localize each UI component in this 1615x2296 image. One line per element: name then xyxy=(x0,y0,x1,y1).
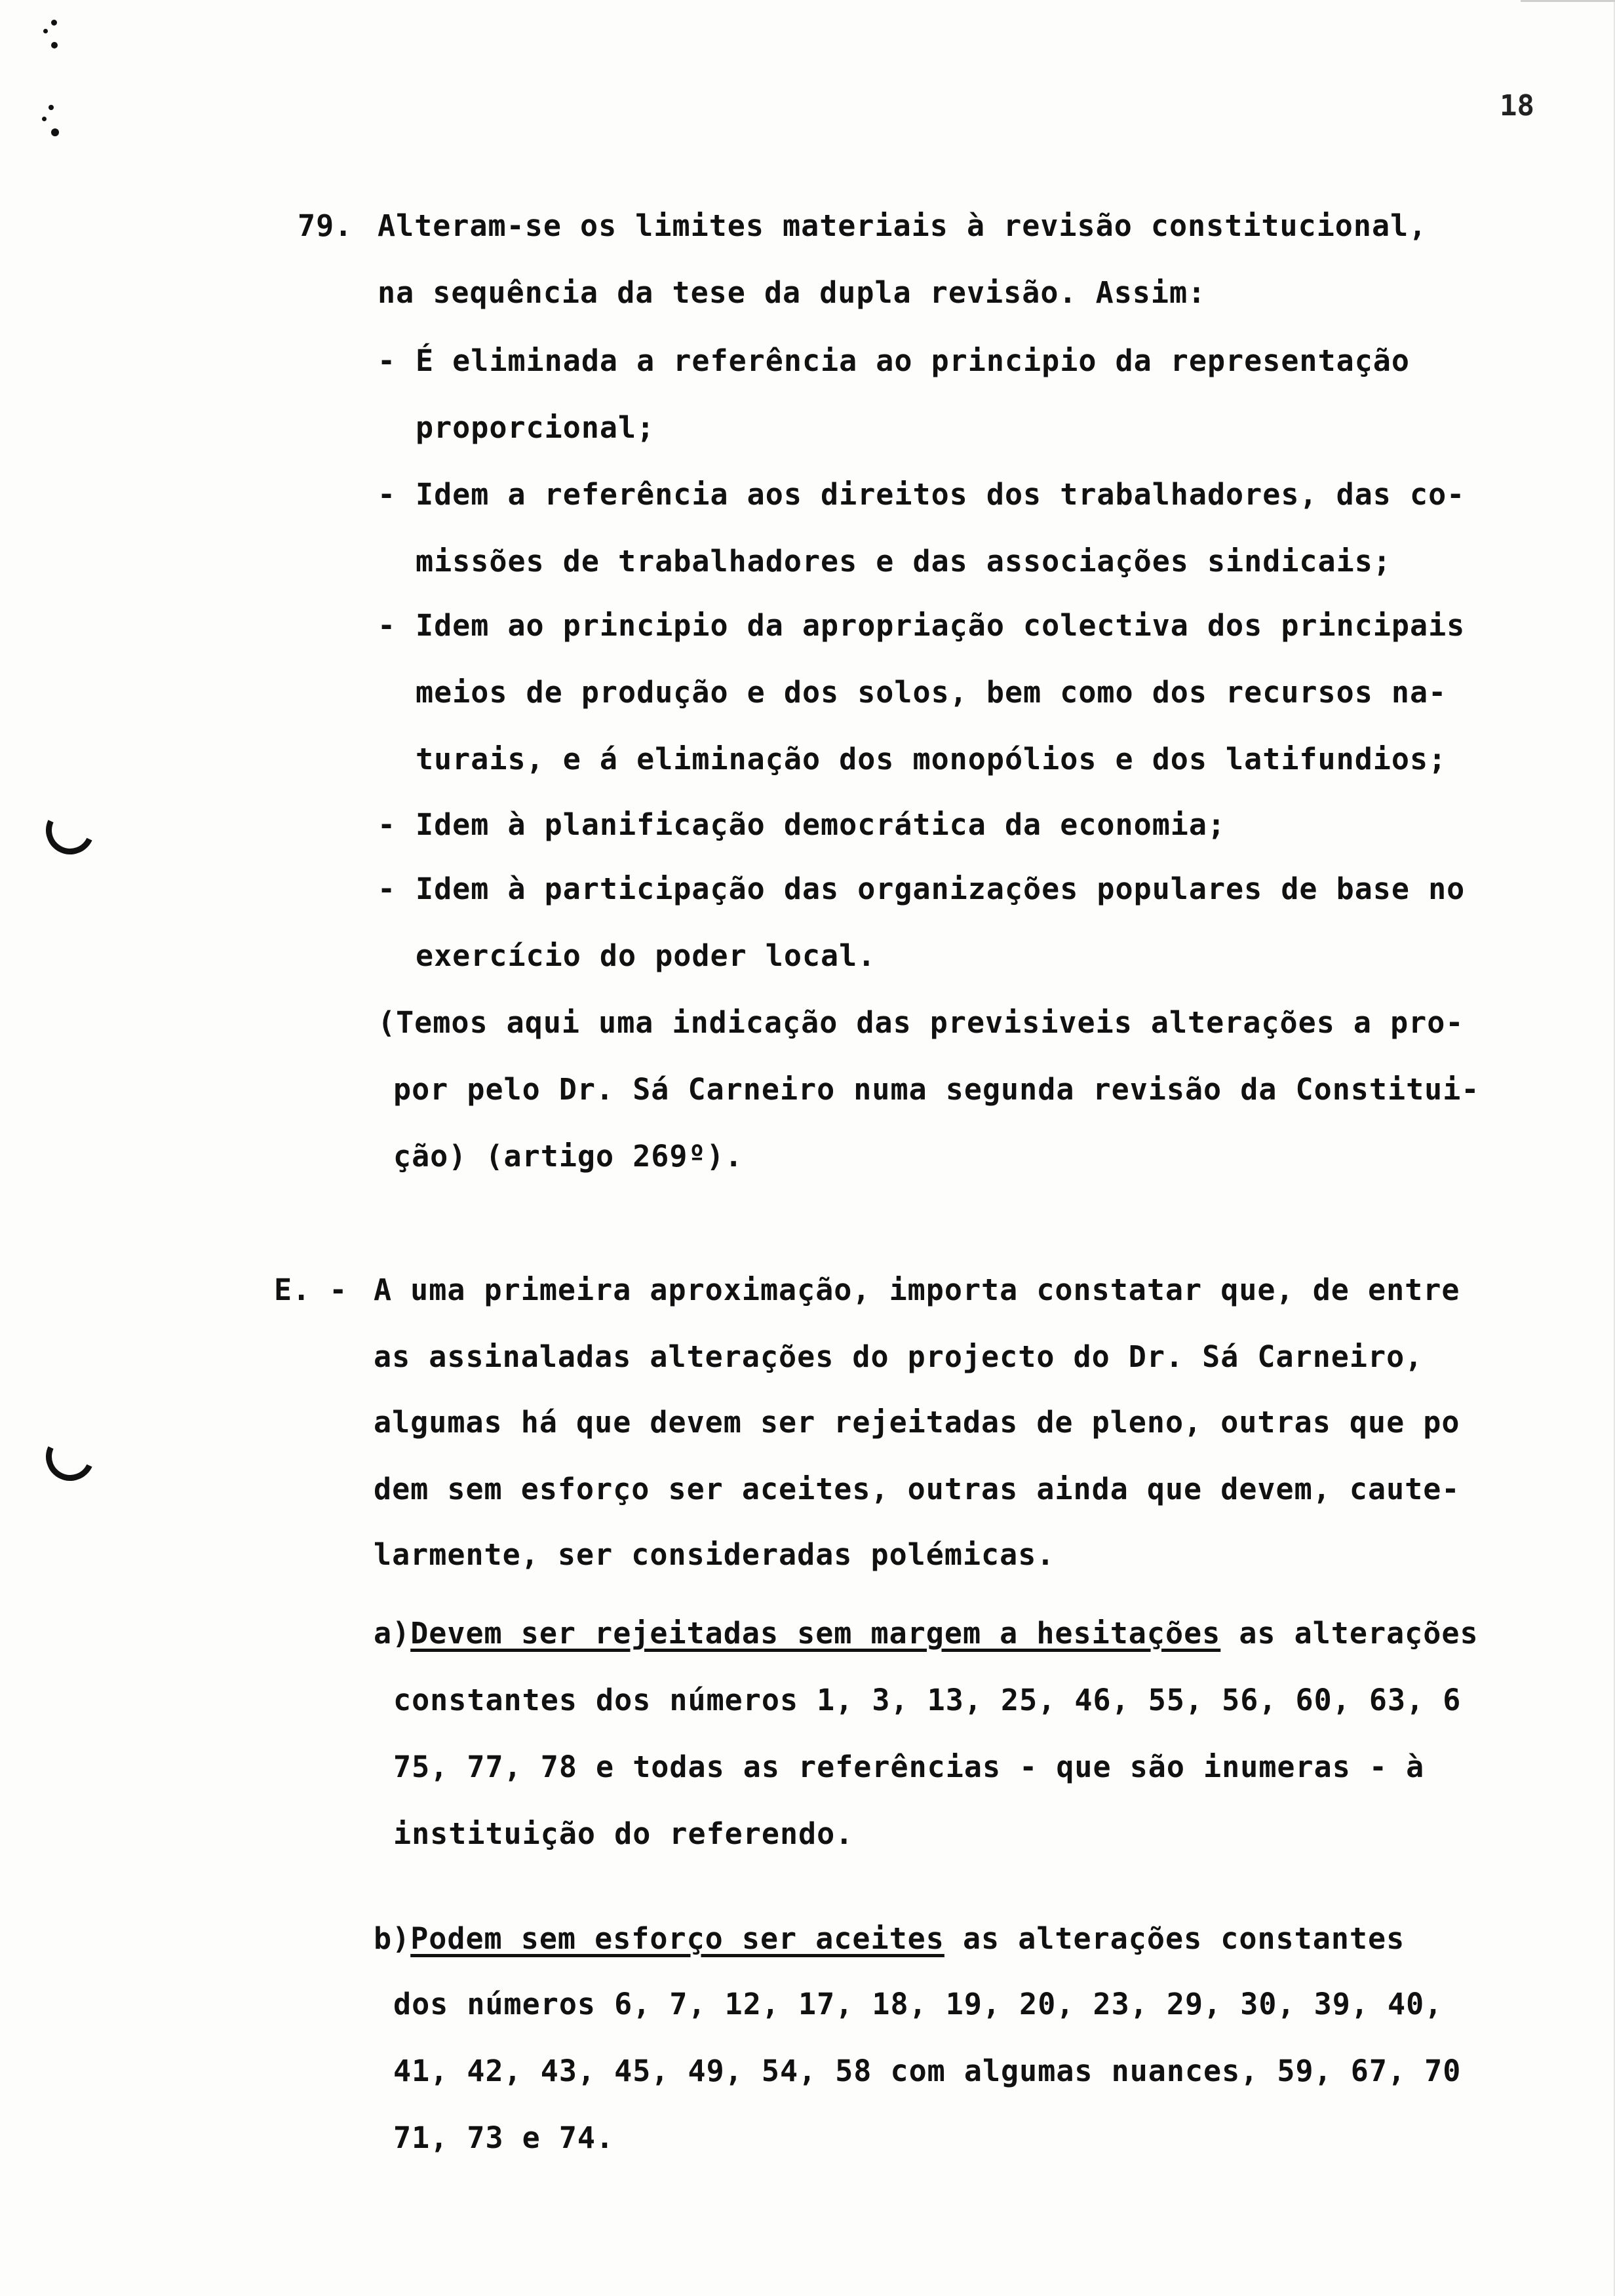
subitem-a xyxy=(374,1616,1479,1651)
underlined-phrase: Devem ser rejeitadas sem margem a hesitações xyxy=(410,1616,1221,1651)
bullet-dash: - xyxy=(378,871,397,906)
bullet-line: Idem a referência aos direitos dos trabalhadores, das co- xyxy=(416,477,1466,512)
scan-top-edge xyxy=(1521,0,1615,2)
bullet-line: É eliminada a referência ao principio da representação xyxy=(416,343,1410,378)
page-number: 18 xyxy=(1500,89,1534,123)
subitem-label: a) xyxy=(374,1616,411,1651)
subitem-line: 71, 73 e 74. xyxy=(393,2120,615,2155)
subitem-line: 75, 77, 78 e todas as referências - que são inumeras - à xyxy=(393,1750,1425,1784)
paragraph-line: larmente, ser consideradas polémicas. xyxy=(374,1537,1055,1572)
margin-dot xyxy=(51,42,58,48)
bullet-dash: - xyxy=(378,608,397,643)
subitem-line: 41, 42, 43, 45, 49, 54, 58 com algumas nuances, 59, 67, 70 xyxy=(393,2054,1462,2088)
bullet-line: Idem à participação das organizações populares de base no xyxy=(416,871,1466,906)
subitem-b xyxy=(374,1921,1405,1956)
paragraph-line: Alteram-se os limites materiais à revisão constitucional, xyxy=(378,208,1428,243)
paragraph-line: na sequência da tese da dupla revisão. Assim: xyxy=(378,275,1207,310)
bullet-line: turais, e á eliminação dos monopólios e dos latifundios; xyxy=(416,742,1447,776)
margin-dot xyxy=(43,29,48,33)
bullet-dash: - xyxy=(378,343,397,378)
paragraph-line: algumas há que devem ser rejeitadas de pleno, outras que po xyxy=(374,1405,1460,1440)
note-line: ção) (artigo 269º). xyxy=(393,1139,743,1174)
bullet-line: Idem ao principio da apropriação colectiva dos principais xyxy=(416,608,1466,643)
subitem-rest: as alterações xyxy=(1220,1616,1479,1651)
underlined-phrase: Podem sem esforço ser aceites xyxy=(410,1921,944,1956)
bullet-line: missões de trabalhadores e das associações sindicais; xyxy=(416,544,1391,579)
bullet-line: meios de produção e dos solos, bem como dos recursos na- xyxy=(416,675,1447,710)
bullet-line: exercício do poder local. xyxy=(416,938,876,973)
paragraph-line: A uma primeira aproximação, importa constatar que, de entre xyxy=(374,1272,1460,1307)
margin-dot xyxy=(49,105,54,110)
paragraph-line: dem sem esforço ser aceites, outras ainda que devem, caute- xyxy=(374,1472,1460,1506)
subitem-line: constantes dos números 1, 3, 13, 25, 46, 55, 56, 60, 63, 6 xyxy=(393,1683,1462,1717)
subitem-line: dos números 6, 7, 12, 17, 18, 19, 20, 23, 29, 30, 39, 40, xyxy=(393,1987,1443,2021)
section-label: E. - xyxy=(274,1272,348,1307)
item-number: 79. xyxy=(298,208,353,243)
subitem-line: instituição do referendo. xyxy=(393,1816,854,1851)
bullet-dash: - xyxy=(378,477,397,512)
punch-hole-mark xyxy=(39,1426,102,1488)
note-line: (Temos aqui uma indicação das previsiveis alterações a pro- xyxy=(378,1005,1464,1040)
subitem-rest: as alterações constantes xyxy=(944,1921,1405,1956)
margin-dot xyxy=(51,20,57,26)
punch-hole-mark xyxy=(39,799,102,862)
bullet-line: proporcional; xyxy=(416,410,655,445)
note-line: por pelo Dr. Sá Carneiro numa segunda revisão da Constitui- xyxy=(393,1072,1480,1107)
paragraph-line: as assinaladas alterações do projecto do Dr. Sá Carneiro, xyxy=(374,1339,1424,1374)
bullet-line: Idem à planificação democrática da economia; xyxy=(416,807,1226,842)
bullet-dash: - xyxy=(378,807,397,842)
margin-dot xyxy=(42,117,47,121)
margin-dot xyxy=(51,128,59,136)
subitem-label: b) xyxy=(374,1921,411,1956)
